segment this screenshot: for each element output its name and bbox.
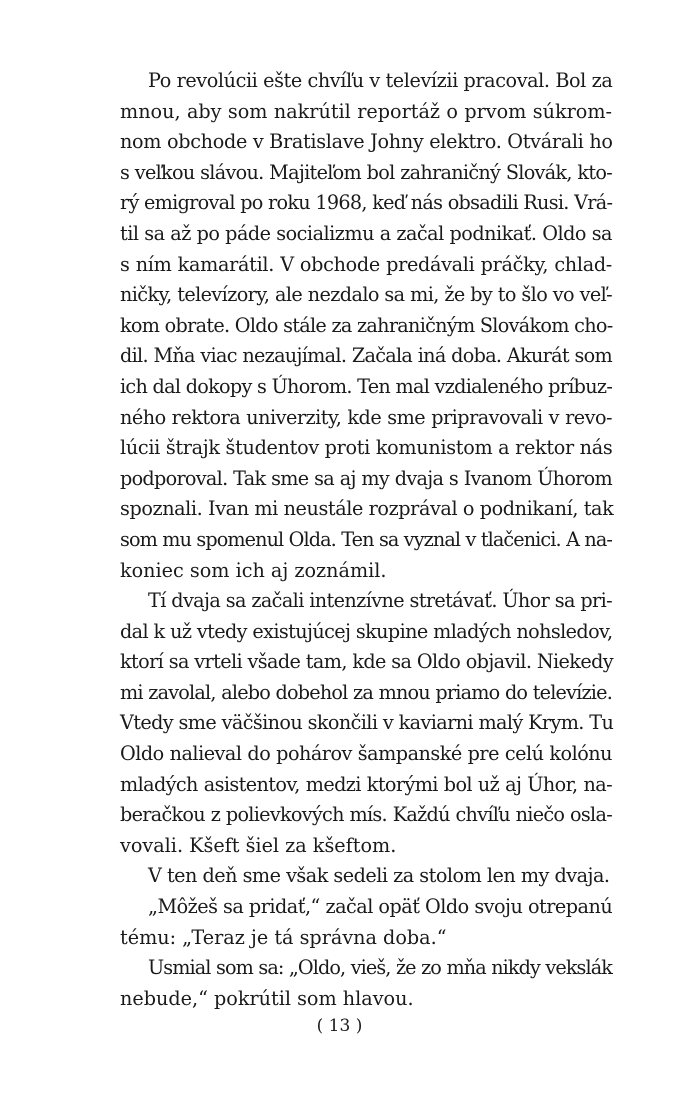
text-line: Oldo nalieval do pohárov šampanské pre celú kolónu [120,742,612,766]
text-line: s ním kamarátil. V obchode predávali práčky, chlad- [120,252,612,276]
text-line: Tí dvaja sa začali intenzívne stretávať. Úhor sa pri- [148,589,612,613]
body-text [120,66,612,1014]
text-line: rý emigroval po roku 1968, keď nás obsadili Rusi. Vrá- [120,191,613,215]
text-line: mladých asistentov, medzi ktorými bol už aj Úhor, na- [120,772,612,796]
text-line: kom obrate. Oldo stále za zahraničným Slovákom cho- [120,313,613,337]
text-line: s veľkou slávou. Majiteľom bol zahraničný Slovák, kto- [120,160,612,184]
text-line: V ten deň sme však sedeli za stolom len my dvaja. [148,864,610,888]
text-line: „Môžeš sa pridať,“ začal opäť Oldo svoju otrepanú [148,895,613,919]
text-line: lúcii štrajk študentov proti komunistom a rektor nás [120,436,613,460]
text-line: dil. Mňa viac nezaujímal. Začala iná doba. Akurát som [120,344,612,368]
text-line: ničky, televízory, ale nezdalo sa mi, že by to šlo vo veľ- [120,283,612,307]
text-line: som mu spomenul Olda. Ten sa vyznal v tlačenici. A na- [120,527,612,551]
text-line: nebude,“ pokrútil som hlavou. [120,986,414,1010]
text-line: ného rektora univerzity, kde sme pripravovali v revo- [120,405,612,429]
text-line: ktorí sa vrteli všade tam, kde sa Oldo objavil. Niekedy [120,650,614,674]
text-line: mnou, aby som nakrútil reportáž o prvom súkrom- [120,99,612,123]
text-line: mi zavolal, alebo dobehol za mnou priamo do televízie. [120,680,612,704]
text-line: til sa až po páde socializmu a začal podnikať. Oldo sa [120,221,612,245]
text-line: podporoval. Tak sme sa aj my dvaja s Ivanom Úhorom [120,466,612,490]
page-number: ( 13 ) [316,1016,363,1036]
text-line: Usmial som sa: „Oldo, vieš, že zo mňa nikdy vekslák [148,956,612,980]
text-line: Po revolúcii ešte chvíľu v televízii pracoval. Bol za [148,69,613,92]
text-line: ich dal dokopy s Úhorom. Ten mal vzdialeného príbuz- [120,374,613,398]
text-line: Vtedy sme väčšinou skončili v kaviarni malý Krym. Tu [120,711,614,735]
text-line: koniec som ich aj zoznámil. [120,558,387,582]
text-line: dal k už vtedy existujúcej skupine mladých nohsledov, [120,619,613,643]
text-line: tému: „Teraz je tá správna doba.“ [120,925,447,949]
text-line: spoznali. Ivan mi neustále rozprával o podnikaní, tak [120,497,614,521]
text-line: nom obchode v Bratislave Johny elektro. Otvárali ho [120,130,613,154]
text-line: vovali. Kšeft šiel za kšeftom. [120,833,397,857]
text-line: beračkou z polievkových mís. Každú chvíľu niečo osla- [120,803,612,827]
